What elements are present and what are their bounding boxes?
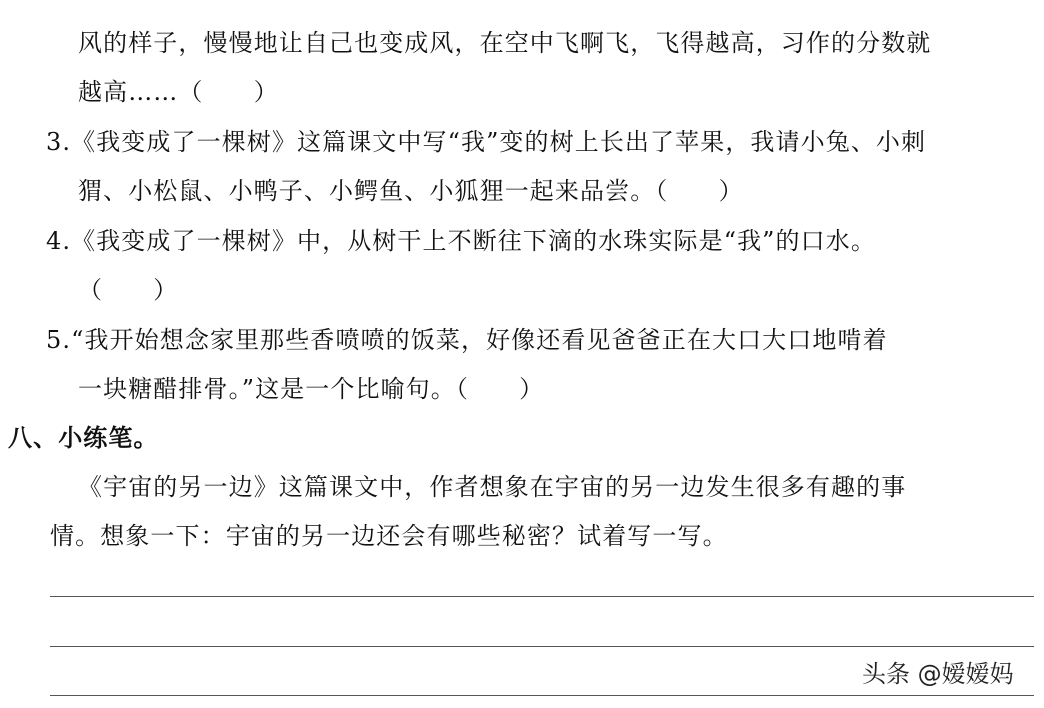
question-3-line-1: 3.《我变成了一棵树》这篇课文中写“我”变的树上长出了苹果，我请小兔、小刺 xyxy=(46,128,927,156)
writing-line-3 xyxy=(50,695,1034,696)
question-5-line-1: 5.“我开始想念家里那些香喷喷的饭菜，好像还看见爸爸正在大口大口地啃着 xyxy=(46,326,888,354)
practice-prompt-line-1: 《宇宙的另一边》这篇课文中，作者想象在宇宙的另一边发生很多有趣的事 xyxy=(78,473,907,501)
question-3-line-2: 猬、小松鼠、小鸭子、小鳄鱼、小狐狸一起来品尝。（ ） xyxy=(78,177,744,205)
section-heading-practice: 八、小练笔。 xyxy=(8,423,159,452)
watermark: 头条 @嫒嫒妈 xyxy=(856,654,1020,694)
practice-prompt-line-2: 情。想象一下：宇宙的另一边还会有哪些秘密？试着写一写。 xyxy=(50,522,728,550)
question-4-line-1: 4.《我变成了一棵树》中，从树干上不断往下滴的水珠实际是“我”的口水。 xyxy=(46,227,876,255)
question-5-line-2: 一块糖醋排骨。”这是一个比喻句。（ ） xyxy=(78,375,545,403)
item-2-continued-line-2: 越高……（ ） xyxy=(78,78,279,106)
item-2-continued-line-1: 风的样子，慢慢地让自己也变成风，在空中飞啊飞，飞得越高，习作的分数就 xyxy=(78,29,932,57)
writing-line-1 xyxy=(50,596,1034,597)
writing-line-2 xyxy=(50,646,1034,647)
question-4-answer-blank: （ ） xyxy=(78,276,179,304)
